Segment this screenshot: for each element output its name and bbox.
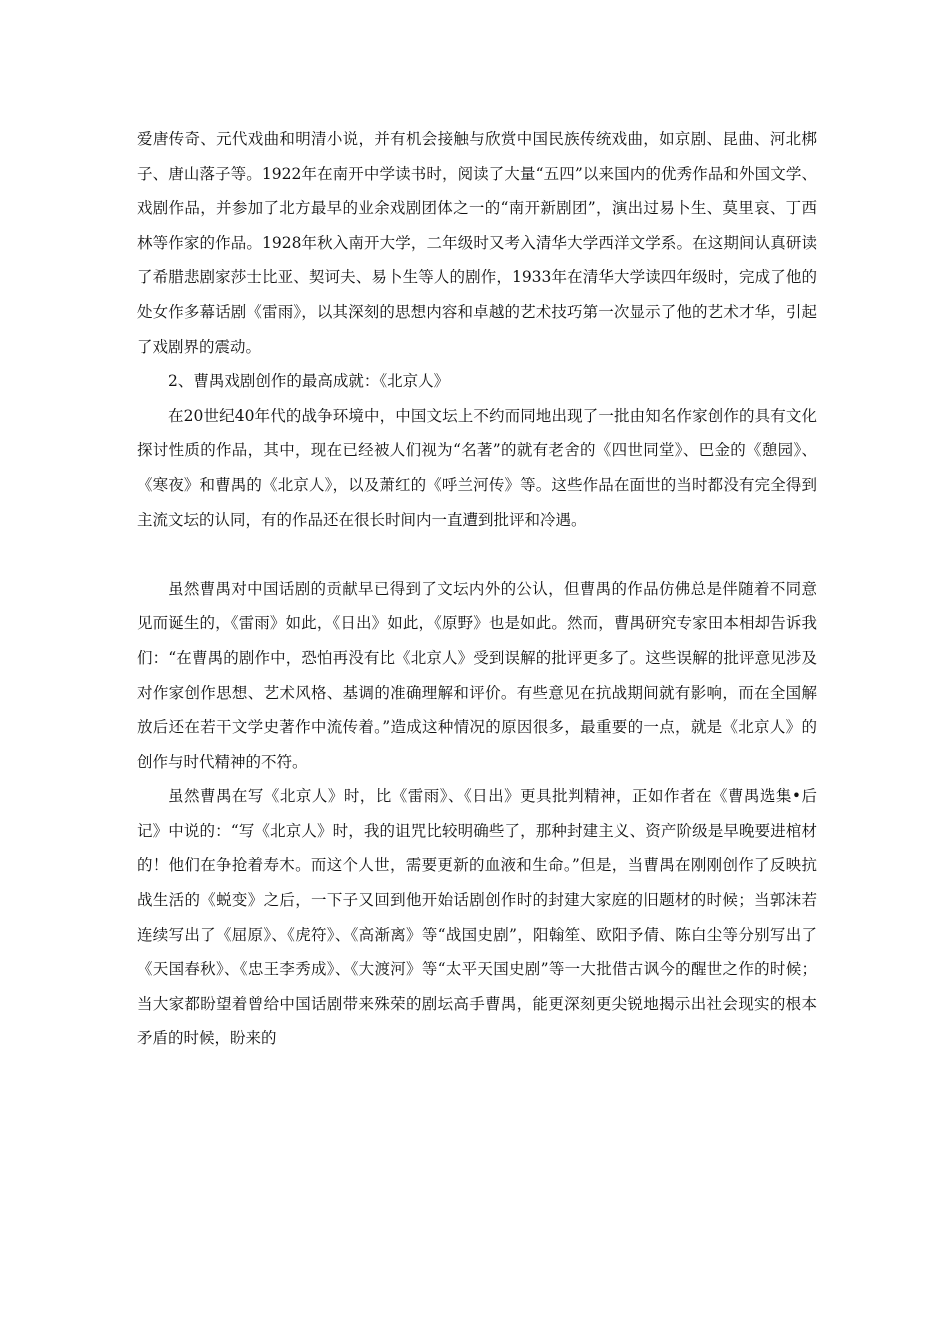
section-heading-beijingren: 2、曹禺戏剧创作的最高成就：《北京人》: [168, 372, 450, 391]
document-body: [137, 122, 817, 1056]
paragraph-1940s-works: 在20世纪40年代的战争环境中，中国文坛上不约而同地出现了一批由知名作家创作的具有文化探讨性质的作品，其中，现在已经被人们视为“名著”的就有老舍的《四世同堂》、巴金的《憩园》、《寒夜》和曹禺的《北京人》，以及萧红的《呼兰河传》等。这些作品在面世的当时都没有完全得到主流文坛的认同，有的作品还在很长时间内一直遭到批评和冷遇。: [137, 406, 817, 529]
paragraph-spacer: [137, 537, 817, 572]
paragraph-caoyu-background: 爱唐传奇、元代戏曲和明清小说，并有机会接触与欣赏中国民族传统戏曲，如京剧、昆曲、河北梆子、唐山落子等。1922年在南开中学读书时，阅读了大量“五四”以来国内的优秀作品和外国文学、戏剧作品，并参加了北方最早的业余戏剧团体之一的“南开新剧团”，演出过易卜生、莫里哀、丁西林等作家的作品。1928年秋入南开大学，二年级时又考入清华大学西洋文学系。在这期间认真研读了希腊悲剧家莎士比亚、契诃夫、易卜生等人的剧作，1933年在清华大学读四年级时，完成了他的处女作多幕话剧《雷雨》，以其深刻的思想内容和卓越的艺术技巧第一次显示了他的艺术才华，引起了戏剧界的震动。: [137, 130, 817, 356]
paragraph-critical-spirit: 虽然曹禺在写《北京人》时，比《雷雨》、《日出》更具批判精神，正如作者在《曹禺选集•后记》中说的：“写《北京人》时，我的诅咒比较明确些了，那种封建主义、资产阶级是早晚要进棺材的！他们在争抢着寿木。而这个人世，需要更新的血液和生命。”但是，当曹禺在刚刚创作了反映抗战生活的《蜕变》之后，一下子又回到他开始话剧创作时的封建大家庭的旧题材的时候；当郭沫若连续写出了《屈原》、《虎符》、《高渐离》等“战国史剧”，阳翰笙、欧阳予倩、陈白尘等分别写出了《天国春秋》、《忠王李秀成》、《大渡河》等“太平天国史剧”等一大批借古讽今的醒世之作的时候；当大家都盼望着曾给中国话剧带来殊荣的剧坛高手曹禺，能更深刻更尖锐地揭示出社会现实的根本矛盾的时候，盼来的: [137, 787, 817, 1048]
paragraph-misunderstood-criticism: 虽然曹禺对中国话剧的贡献早已得到了文坛内外的公认，但曹禺的作品仿佛总是伴随着不同意见而诞生的，《雷雨》如此，《日出》如此，《原野》也是如此。然而，曹禺研究专家田本相却告诉我们：“在曹禺的剧作中，恐怕再没有比《北京人》受到误解的批评更多了。这些误解的批评意见涉及对作家创作思想、艺术风格、基调的准确理解和评价。有些意见在抗战期间就有影响，而在全国解放后还在若干文学史著作中流传着。”造成这种情况的原因很多，最重要的一点，就是《北京人》的创作与时代精神的不符。: [137, 579, 817, 771]
